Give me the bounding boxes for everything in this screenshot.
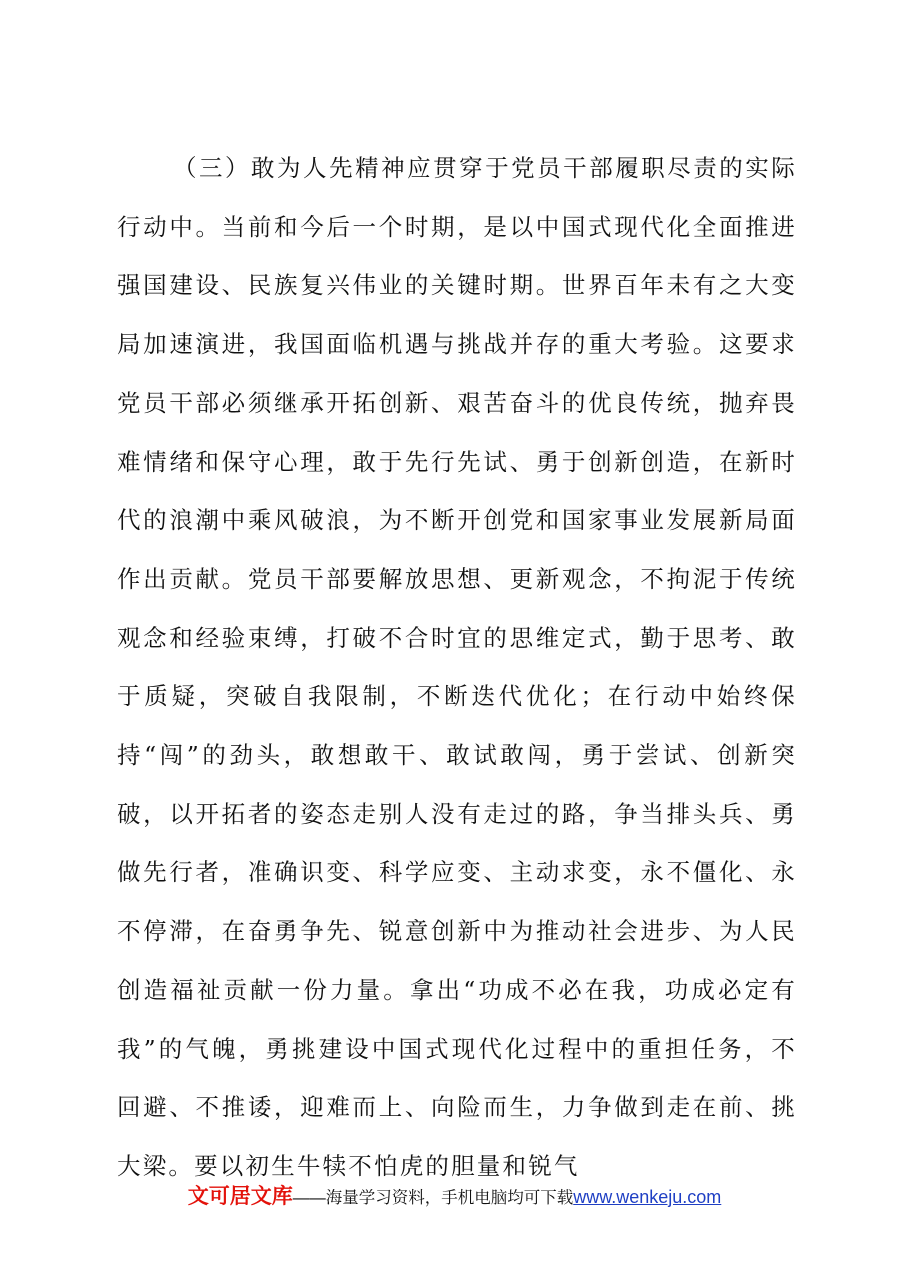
body-paragraph: （三）敢为人先精神应贯穿于党员干部履职尽责的实际行动中。当前和今后一个时期，是以中国式现代化全面推进强国建设、民族复兴伟业的关键时期。世界百年未有之大变局加速演进，我国面临机遇与挑战并存的重大考验。这要求党员干部必须继承开拓创新、艰苦奋斗的优良传统，抛弃畏难情绪和保守心理，敢于先行先试、勇于创新创造，在新时代的浪潮中乘风破浪，为不断开创党和国家事业发展新局面作出贡献。党员干部要解放思想、更新观念，不拘泥于传统观念和经验束缚，打破不合时宜的思维定式，勤于思考、敢于质疑，突破自我限制，不断迭代优化；在行动中始终保持“闯”的劲头，敢想敢干、敢试敢闯，勇于尝试、创新突破，以开拓者的姿态走别人没有走过的路，争当排头兵、勇做先行者，准确识变、科学应变、主动求变，永不僵化、永不停滞，在奋勇争先、锐意创新中为推动社会进步、为人民创造福祉贡献一份力量。拿出“功成不必在我，功成必定有我”的气魄，勇挑建设中国式现代化过程中的重担任务，不回避、不推诿，迎难而上、向险而生，力争做到走在前、挑大梁。要以初生牛犊不怕虎的胆量和锐气 (117, 154, 797, 1180)
footer-brand: 文可居文库 (187, 1185, 293, 1208)
footer-website-link[interactable]: www.wenkeju.com (573, 1187, 722, 1207)
footer-banner (0, 1183, 909, 1213)
footer-tagline: ——海量学习资料，手机电脑均可下载 (292, 1189, 574, 1207)
